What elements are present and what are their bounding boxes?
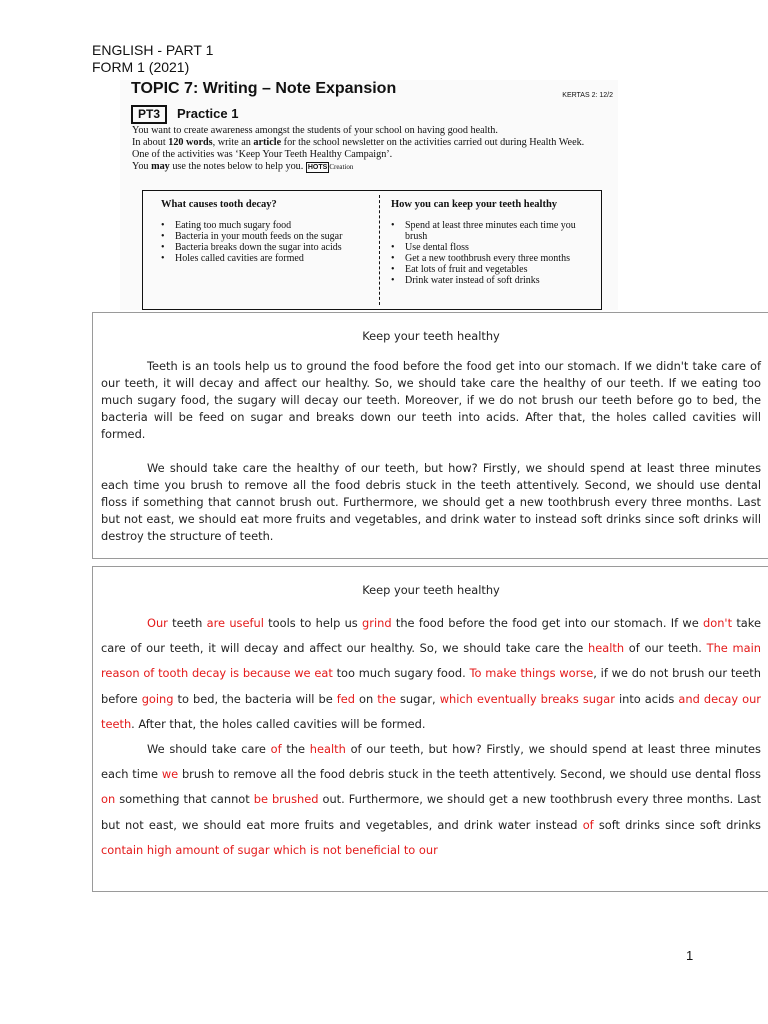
- column-divider: [379, 195, 380, 305]
- pt3-tag: PT3: [131, 105, 167, 124]
- cause-item: • Eating too much sugary food: [161, 220, 381, 231]
- draft-paragraph-2: [101, 460, 761, 545]
- original-text: to bed, the bacteria will be: [173, 691, 337, 706]
- topic-title: TOPIC 7: Writing – Note Expansion: [131, 80, 397, 97]
- correction-text: on: [101, 792, 116, 807]
- original-text: sugar,: [395, 691, 440, 706]
- correction-text: going: [141, 691, 174, 706]
- tip-item: • Use dental floss: [391, 242, 596, 253]
- correction-text: of: [270, 742, 282, 757]
- draft-title: Keep your teeth healthy: [362, 329, 500, 343]
- paper-code: KERTAS 2: 12/2: [562, 92, 613, 99]
- draft-paragraph-2-text: We should take care the healthy of our teeth, but how? Firstly, we should spend at least three minutes each time you brush to remove all the food debris stuck in the teeth attentively. Second, we should use dental floss if something that cannot brush out. Furthermore, we should get a new toothbrush every three months. Last but not east, we should eat more fruits and vegetables, and drink water to instead soft drinks since soft drinks will destroy the structure of teeth.: [101, 461, 761, 543]
- draft-essay-box: [92, 312, 768, 559]
- original-text: into acids: [614, 691, 679, 706]
- original-text: brush to remove all the food debris stuck in the teeth attentively. Second, we should use dental floss: [178, 767, 761, 782]
- original-text: out. Furthermore, we should get a new toothbrush every three months. Last but not east, we should eat more fruits and vegetables, and drink water instead: [101, 792, 761, 832]
- correction-text: To make things worse: [469, 666, 594, 681]
- original-text: too much sugary food.: [332, 666, 470, 681]
- correction-text: don't: [703, 616, 733, 630]
- original-text: on: [355, 691, 378, 706]
- emphasis-text: article: [253, 137, 282, 148]
- instruction-text: In about: [132, 137, 169, 148]
- correction-text: The main reason of tooth decay is because we eat: [101, 641, 761, 681]
- causes-list: [161, 220, 381, 264]
- instruction-text: , write an: [212, 137, 254, 148]
- emphasis-text: 120 words: [168, 137, 213, 148]
- original-text: tools to help us: [263, 616, 363, 630]
- draft-paragraph-1: [101, 358, 761, 443]
- tip-item: • Eat lots of fruit and vegetables: [391, 264, 596, 275]
- cause-item: • Holes called cavities are formed: [161, 253, 381, 264]
- corrected-essay-box: [92, 566, 768, 892]
- causes-heading: What causes tooth decay?: [161, 199, 277, 210]
- original-text: of our teeth, but how? Firstly, we should spend at least three minutes each time: [101, 742, 761, 782]
- correction-text: are useful: [206, 616, 264, 630]
- causes-column: [161, 199, 381, 264]
- page-number: 1: [686, 948, 694, 963]
- instruction-line: [132, 137, 620, 149]
- instruction-line: [132, 149, 620, 161]
- cause-item: • Bacteria in your mouth feeds on the sugar: [161, 231, 381, 242]
- original-text: teeth: [167, 616, 207, 630]
- instruction-line: [132, 161, 620, 173]
- tips-heading: How you can keep your teeth healthy: [391, 199, 558, 210]
- correction-text: the: [377, 691, 396, 706]
- instruction-text: for the school newsletter on the activities carried out during Health Week.: [281, 137, 585, 148]
- instruction-text: use the notes below to help you.: [169, 161, 306, 172]
- correction-text: Our: [147, 616, 168, 630]
- worksheet-scan: [120, 80, 618, 310]
- original-text: the food before the food get into our stomach. If we: [391, 616, 704, 630]
- original-text: , if we do not brush our teeth before: [101, 666, 761, 706]
- draft-paragraph-1-text: Teeth is an tools help us to ground the food before the food get into our stomach. If we didn't take care of our teeth, it will decay and affect our healthy. So, we should take care the healthy of our teeth. If we eating too much sugary food, the sugary will decay our teeth. Moreover, if we do not brush our teeth before go to bed, the bacteria will be feed on sugar and breaks down our teeth into acids. After that, the holes called cavities will formed.: [101, 359, 761, 441]
- practice-heading: Practice 1: [177, 106, 239, 121]
- tip-item: • Drink water instead of soft drinks: [391, 275, 596, 286]
- original-text: the: [281, 742, 310, 757]
- original-text: of our teeth.: [624, 641, 707, 656]
- correction-text: fed: [336, 691, 356, 706]
- hots-badge: HOTS: [307, 164, 328, 171]
- tip-item: • Spend at least three minutes each time you brush: [391, 220, 596, 242]
- correction-text: health: [587, 641, 625, 656]
- original-text: soft drinks since soft drinks: [593, 817, 761, 832]
- correction-text: and decay our teeth: [101, 691, 761, 731]
- corrected-title: Keep your teeth healthy: [362, 583, 500, 597]
- original-text: . After that, the holes called cavities will be formed.: [131, 716, 426, 731]
- correction-text: which eventually breaks sugar: [439, 691, 615, 706]
- cause-item: • Bacteria breaks down the sugar into acids: [161, 242, 381, 253]
- task-instructions: [132, 125, 620, 173]
- instruction-line: [132, 125, 620, 137]
- tip-item: • Get a new toothbrush every three months: [391, 253, 596, 264]
- correction-text: contain high amount of sugar which is not beneficial to our: [101, 842, 438, 857]
- correction-text: health: [309, 742, 346, 757]
- corrected-paragraph-1: [101, 611, 761, 737]
- corrected-paragraph-2: [101, 737, 761, 863]
- instruction-text: You want to create awareness amongst the students of your school on having good health.: [132, 125, 498, 136]
- original-text: something that cannot: [115, 792, 254, 807]
- correction-text: grind: [362, 616, 392, 630]
- correction-text: be brushed: [253, 792, 319, 807]
- hots-note: Creation: [329, 163, 354, 171]
- emphasis-text: may: [151, 161, 170, 172]
- correction-text: we: [161, 767, 179, 782]
- notes-box: [142, 190, 602, 310]
- form-header: FORM 1 (2021): [92, 59, 190, 75]
- instruction-text: You: [132, 161, 152, 172]
- tips-list: [391, 220, 596, 286]
- original-text: take care of our teeth, it will decay and affect our healthy. So, we should take care the: [101, 616, 761, 656]
- instruction-text: One of the activities was ‘Keep Your Teeth Healthy Campaign’.: [132, 149, 393, 160]
- original-text: We should take care: [147, 742, 271, 757]
- tips-column: [391, 199, 596, 286]
- subject-header: ENGLISH - PART 1: [92, 42, 214, 58]
- correction-text: of: [582, 817, 594, 832]
